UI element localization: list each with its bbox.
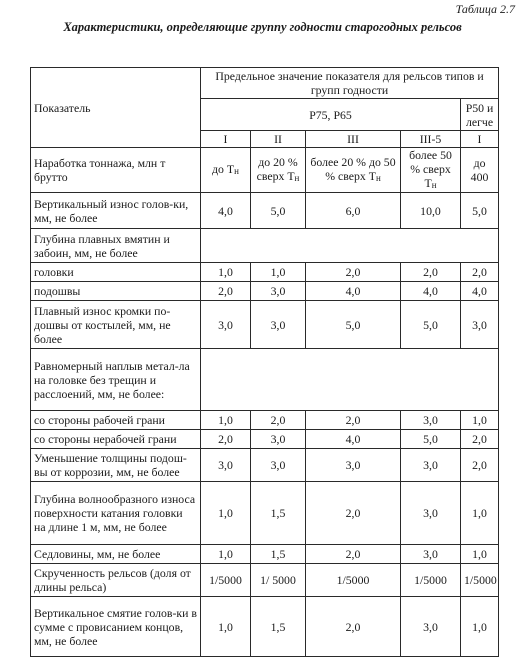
table-row [31, 430, 499, 449]
table-cell: 2,0 [461, 430, 499, 449]
table-number: Таблица 2.7 [455, 2, 515, 16]
table-row [31, 148, 499, 193]
table-cell: 3,0 [201, 449, 251, 482]
table-cell: 1,0 [461, 411, 499, 430]
table-cell: 2,0 [201, 430, 251, 449]
table-row [31, 282, 499, 301]
table-row [31, 229, 499, 263]
table-cell: 5,0 [251, 193, 306, 229]
row-label: Вертикальный износ голов-ки, мм, не более [31, 193, 201, 229]
table-cell: 3,0 [251, 449, 306, 482]
row-label: Глубина плавных вмятин и забоин, мм, не более [31, 229, 201, 263]
table-cell: 1/5000 [401, 564, 461, 597]
row-label: Глубина волнообразного износа поверхности катания головки на длине 1 м, мм, не более [31, 482, 201, 545]
row-label: Седловины, мм, не более [31, 545, 201, 564]
row-label: Вертикальное смятие голов-ки в сумме с провисанием концов, мм, не более [31, 597, 201, 657]
header-indicator: Показатель [31, 68, 201, 148]
table-row [31, 349, 499, 411]
table-cell: 3,0 [401, 482, 461, 545]
table-cell: 3,0 [401, 449, 461, 482]
row-label: подошвы [31, 282, 201, 301]
table-cell: 6,0 [306, 193, 401, 229]
table-cell: 5,0 [461, 193, 499, 229]
header-group: III-5 [401, 131, 461, 148]
table-cell: 3,0 [401, 597, 461, 657]
table-cell: 1,5 [251, 482, 306, 545]
table-cell: 4,0 [461, 282, 499, 301]
table-cell: 5,0 [306, 301, 401, 349]
table-cell: 5,0 [401, 301, 461, 349]
rail-fitness-table [30, 67, 499, 657]
table-row [31, 545, 499, 564]
row-label: со стороны нерабочей грани [31, 430, 201, 449]
header-group: II [251, 131, 306, 148]
row-label: Уменьшение толщины подош-вы от коррозии, мм, не более [31, 449, 201, 482]
table-cell: 1,0 [201, 545, 251, 564]
table-cell: 2,0 [461, 263, 499, 282]
header-type-heavy: Р75, Р65 [201, 99, 461, 131]
row-label: со стороны рабочей грани [31, 411, 201, 430]
table-row [31, 564, 499, 597]
table-title: Характеристики, определяющие группу годности старогодных рельсов [63, 20, 462, 34]
table-cell: 3,0 [401, 545, 461, 564]
row-label: Равномерный наплыв метал-ла на головке без трещин и расслоений, мм, не более: [31, 349, 201, 411]
table-cell: 3,0 [251, 430, 306, 449]
table-cell: 1,0 [201, 263, 251, 282]
table-cell: 1/5000 [461, 564, 499, 597]
table-cell: 1,5 [251, 597, 306, 657]
table-cell: 1,5 [251, 545, 306, 564]
table-cell: 2,0 [306, 482, 401, 545]
table-cell: 1,0 [251, 263, 306, 282]
table-cell: более 20 % до 50 % сверх Тн [306, 148, 401, 193]
header-type-light: Р50 и легче [461, 99, 499, 131]
table-cell: 2,0 [201, 282, 251, 301]
table-cell: 4,0 [401, 282, 461, 301]
table-cell: до 20 % сверх Тн [251, 148, 306, 193]
table-cell: 1,0 [461, 482, 499, 545]
table-cell: до 400 [461, 148, 499, 193]
header-group: I [461, 131, 499, 148]
table-cell: 2,0 [251, 411, 306, 430]
table-cell: 2,0 [461, 449, 499, 482]
table-cell: более 50 % сверх Тн [401, 148, 461, 193]
table-cell: 2,0 [306, 597, 401, 657]
table-cell: 2,0 [306, 263, 401, 282]
table-cell: до Тн [201, 148, 251, 193]
table-row [31, 411, 499, 430]
empty-cell [201, 349, 499, 411]
row-label: Скрученность рельсов (доля от длины рельса) [31, 564, 201, 597]
table-row [31, 597, 499, 657]
table-cell: 1/5000 [306, 564, 401, 597]
table-cell: 4,0 [201, 193, 251, 229]
table-cell: 5,0 [401, 430, 461, 449]
table-cell: 2,0 [306, 411, 401, 430]
table-cell: 3,0 [251, 282, 306, 301]
header-group: III [306, 131, 401, 148]
table-cell: 1,0 [201, 597, 251, 657]
table-cell: 1/ 5000 [251, 564, 306, 597]
table-cell: 2,0 [401, 263, 461, 282]
table-cell: 4,0 [306, 282, 401, 301]
table-cell: 3,0 [306, 449, 401, 482]
table-cell: 1,0 [461, 545, 499, 564]
table-row [31, 482, 499, 545]
table-cell: 10,0 [401, 193, 461, 229]
row-label: Плавный износ кромки по-дошвы от костылей, мм, не более [31, 301, 201, 349]
table-cell: 3,0 [401, 411, 461, 430]
table-row [31, 301, 499, 349]
table-cell: 1,0 [201, 411, 251, 430]
table-cell: 4,0 [306, 430, 401, 449]
table-row [31, 193, 499, 229]
header-group: I [201, 131, 251, 148]
table-cell: 1,0 [461, 597, 499, 657]
header-limit-caption: Предельное значение показателя для рельсов типов и групп годности [201, 68, 499, 99]
row-label: головки [31, 263, 201, 282]
table-cell: 2,0 [306, 545, 401, 564]
table-cell: 3,0 [201, 301, 251, 349]
table-cell: 1/5000 [201, 564, 251, 597]
row-label: Наработка тоннажа, млн т брутто [31, 148, 201, 193]
table-cell: 1,0 [201, 482, 251, 545]
empty-cell [201, 229, 499, 263]
table-row [31, 449, 499, 482]
table-cell: 3,0 [251, 301, 306, 349]
table-cell: 3,0 [461, 301, 499, 349]
table-row [31, 263, 499, 282]
